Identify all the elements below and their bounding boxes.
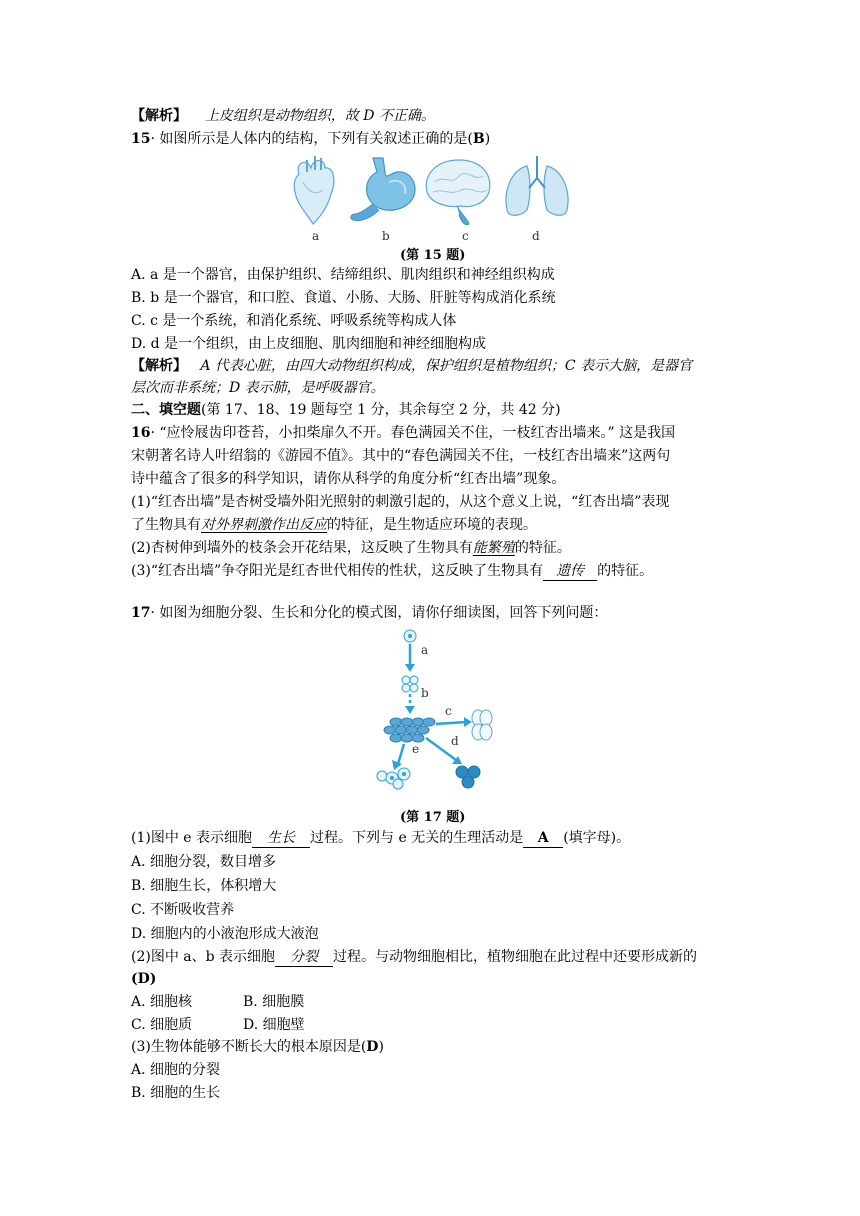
q15-option-a: A. a 是一个器官，由保护组织、结缔组织、肌肉组织和神经组织构成 — [131, 267, 555, 283]
q15-analysis-line2 — [131, 378, 731, 398]
brain-illustration — [426, 160, 489, 225]
q17-sub1-answer2: A — [523, 830, 563, 848]
q15-option-c: C. c 是一个系统，和消化系统、呼吸系统等构成人体 — [131, 313, 457, 329]
q17-sub1-prefix: (1)图中 e 表示细胞 — [131, 830, 253, 846]
q17-sub3-option-a: A. 细胞的分裂 — [131, 1062, 221, 1078]
fig-label-d: d — [532, 229, 540, 243]
q16-text-3: 诗中蕴含了很多的科学知识，请你从科学的角度分析“红杏出墙”现象。 — [131, 471, 566, 487]
q17-sub1-answer1: 生长 — [252, 830, 310, 848]
q17-stem-text: · 如图为细胞分裂、生长和分化的模式图，请你仔细读图，回答下列问题： — [150, 605, 608, 621]
arrow-e — [398, 744, 404, 764]
differentiated-cells-c — [472, 710, 492, 740]
analysis-tag: 【解析】 — [131, 108, 187, 124]
q17-sub2-option-a: A. 细胞核 — [131, 994, 193, 1010]
q15-analysis-line1 — [131, 356, 731, 376]
q16-sub1-answer: 对外界刺激作出反应 — [201, 517, 327, 533]
analysis-text: 上皮组织是动物组织，故 D 不正确。 — [204, 108, 435, 124]
q16-sub3 — [131, 561, 731, 581]
q17-sub2-answer: 分裂 — [275, 949, 333, 967]
q16-sub1-prefix: 了生物具有 — [131, 517, 201, 533]
prev-analysis-line — [131, 106, 731, 126]
q17-sub1-option-b: B. 细胞生长，体积增大 — [131, 878, 277, 894]
fig-label-a: a — [312, 229, 320, 243]
q17-sub2-answer2: D — [137, 971, 150, 987]
q16-sub2 — [131, 538, 731, 558]
q17-sub2 — [131, 947, 731, 967]
q16-sub3-prefix: (3)“红杏出墙”争夺阳光是红杏世代相传的性状，这反映了生物具有 — [131, 563, 544, 579]
q16-sub1-line2 — [131, 515, 731, 535]
fig-label-b: b — [421, 686, 429, 700]
q17-sub1-option-d: D. 细胞内的小液泡形成大液泡 — [131, 926, 319, 942]
q16-sub2-answer: 能繁殖 — [472, 540, 515, 556]
paren-close: ) — [149, 971, 157, 987]
q17-sub1-option-a: A. 细胞分裂，数目增多 — [131, 854, 277, 870]
section2-title: 二、填空题 — [131, 402, 201, 418]
section2-heading — [131, 400, 731, 420]
q16-sub3-suffix: 的特征。 — [597, 563, 654, 579]
paren-open: ( — [131, 971, 138, 987]
heart-illustration — [294, 156, 334, 224]
q16-stem-line1 — [131, 423, 731, 443]
question-number: 17 — [131, 605, 151, 621]
q15-analysis-text-2: 层次而非系统；D 表示肺，是呼吸器官。 — [131, 380, 385, 396]
q16-text-2: 宋朝著名诗人叶绍翁的《游园不值》。其中的“春色满园关不住，一枝红杏出墙来”这两句 — [131, 448, 671, 464]
analysis-tag: 【解析】 — [131, 358, 187, 374]
q17-sub1-suffix: (填字母)。 — [563, 830, 631, 846]
q16-text-1: · “应怜屐齿印苍苔，小扣柴扉久不开。春色满园关不住，一枝红杏出墙来。” 这是我国 — [150, 425, 676, 441]
q17-sub3-answer: D — [366, 1039, 379, 1055]
differentiated-cells-d — [456, 766, 480, 788]
divided-cell — [402, 676, 410, 684]
q16-sub3-answer: 遗传 — [543, 563, 597, 581]
question-number: 16 — [131, 425, 151, 441]
q17-sub2-options-row2 — [131, 1015, 731, 1035]
q17-sub2-option-c: C. 细胞质 — [131, 1017, 193, 1033]
section2-note: (第 17、18、19 题每空 1 分，其余每空 2 分，共 42 分) — [201, 402, 561, 418]
q17-sub1-option-c: C. 不断吸收营养 — [131, 902, 235, 918]
q17-stem — [131, 603, 731, 623]
q17-sub2-answer-line — [131, 969, 731, 989]
q17-sub1-middle: 过程。下列与 e 无关的生理活动是 — [310, 830, 524, 846]
fig-label-c: c — [445, 704, 452, 718]
q15-caption: (第 15 题) — [400, 248, 466, 263]
q15-answer: B — [472, 131, 485, 147]
q17-caption: (第 17 题) — [400, 810, 466, 825]
q15-stem-close: ) — [484, 131, 491, 147]
fig-label-b: b — [382, 229, 390, 243]
q15-analysis-text-1: A 代表心脏，由四大动物组织构成，保护组织是植物组织；C 表示大脑，是器官 — [200, 358, 693, 374]
q17-sub3-option-b: B. 细胞的生长 — [131, 1085, 221, 1101]
q17-sub2-option-b: B. 细胞膜 — [243, 994, 305, 1010]
q15-option-b: B. b 是一个器官，和口腔、食道、小肠、大肠、肝脏等构成消化系统 — [131, 290, 556, 306]
fig-label-e: e — [412, 742, 420, 756]
q16-sub2-suffix: 的特征。 — [514, 540, 571, 556]
arrow-c — [436, 722, 466, 724]
q17-sub3-suffix: ) — [378, 1039, 384, 1055]
stomach-illustration — [351, 158, 415, 221]
q15-option-d: D. d 是一个组织，由上皮细胞、肌肉细胞和神经细胞构成 — [131, 336, 487, 352]
lungs-illustration — [506, 156, 568, 215]
q17-sub2-options-row1 — [131, 992, 731, 1012]
q17-sub3-prefix: (3)生物体能够不断长大的根本原因是( — [131, 1039, 367, 1055]
q17-sub1 — [131, 828, 731, 848]
q17-sub2-option-d: D. 细胞壁 — [243, 1017, 305, 1033]
question-number: 15 — [131, 131, 151, 147]
q17-sub2-text: 过程。与动物细胞相比，植物细胞在此过程中还要形成新的 — [333, 949, 698, 965]
q16-sub1-line1: (1)“红杏出墙”是杏树受墙外阳光照射的刺激引起的，从这个意义上说，“红杏出墙”表现 — [131, 494, 670, 510]
q17-sub2-prefix: (2)图中 a、b 表示细胞 — [131, 949, 276, 965]
q17-cell-figure — [370, 626, 510, 796]
q15-stem — [131, 129, 731, 149]
differentiated-cells-e — [377, 768, 410, 789]
fig-label-a: a — [421, 643, 429, 657]
q17-sub3 — [131, 1037, 731, 1057]
q16-sub1-suffix: 的特征，是生物适应环境的表现。 — [327, 517, 537, 533]
fig-label-d: d — [451, 734, 459, 748]
q16-sub2-prefix: (2)杏树伸到墙外的枝条会开花结果，这反映了生物具有 — [131, 540, 473, 556]
q15-stem-text: · 如图所示是人体内的结构，下列有关叙述正确的是( — [150, 131, 473, 147]
fig-label-c: c — [462, 229, 469, 243]
